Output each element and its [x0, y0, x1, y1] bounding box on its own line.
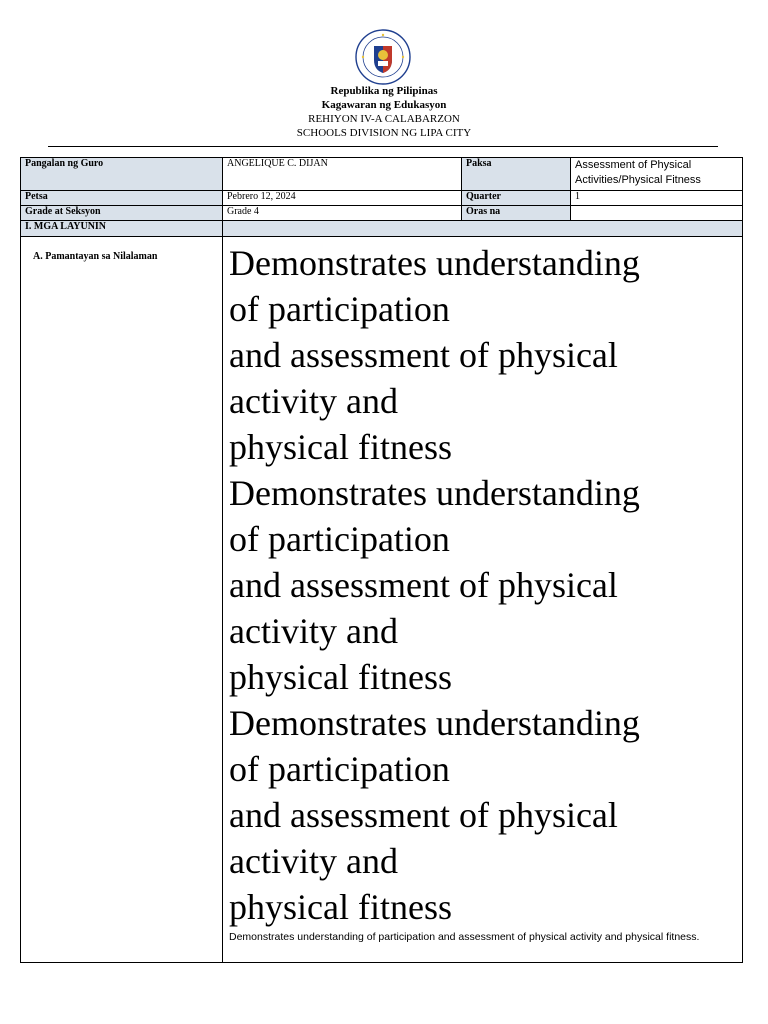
section-title-fill-cell — [222, 220, 743, 237]
subsection-label: A. Pamantayan sa Nilalaman — [33, 251, 158, 262]
quarter-label: Quarter — [466, 191, 501, 202]
time-label-cell — [461, 205, 571, 221]
standard-line: of participation — [229, 749, 450, 789]
topic-value-line1: Assessment of Physical — [575, 159, 692, 171]
standard-line: and assessment of physical — [229, 795, 618, 835]
standard-line: Demonstrates understanding — [229, 473, 640, 513]
content-standard-text — [229, 240, 739, 930]
content-standard-paragraph: Demonstrates understanding of participation and assessment of physical activity and physical fitness. — [229, 931, 700, 943]
date-label-cell — [20, 190, 223, 206]
header-republic: Republika ng Pilipinas — [330, 85, 438, 97]
teacher-value-cell — [222, 157, 462, 191]
grade-value: Grade 4 — [227, 206, 259, 217]
standard-line: physical fitness — [229, 657, 452, 697]
time-label: Oras na — [466, 206, 501, 217]
standard-line: activity and — [229, 841, 398, 881]
section-title-cell — [20, 220, 223, 237]
header-department: Kagawaran ng Edukasyon — [321, 99, 447, 111]
standard-line: activity and — [229, 381, 398, 421]
header-division: SCHOOLS DIVISION NG LIPA CITY — [296, 127, 472, 139]
standard-line: Demonstrates understanding — [229, 243, 640, 283]
topic-value-cell — [570, 157, 743, 191]
standard-line: physical fitness — [229, 887, 452, 927]
standard-line: of participation — [229, 519, 450, 559]
time-value-cell — [570, 205, 743, 221]
topic-value-line2: Activities/Physical Fitness — [575, 174, 701, 186]
grade-label-cell — [20, 205, 223, 221]
standard-line: and assessment of physical — [229, 565, 618, 605]
date-value: Pebrero 12, 2024 — [227, 191, 296, 202]
standard-line: of participation — [229, 289, 450, 329]
section-title: I. MGA LAYUNIN — [25, 221, 107, 232]
grade-label: Grade at Seksyon — [25, 206, 101, 217]
header-divider — [48, 146, 718, 147]
header-region: REHIYON IV-A CALABARZON — [308, 113, 460, 125]
deped-seal-logo — [347, 28, 419, 86]
standard-line: activity and — [229, 611, 398, 651]
topic-label: Paksa — [466, 158, 492, 169]
grade-value-cell — [222, 205, 462, 221]
teacher-value: ANGELIQUE C. DIJAN — [227, 158, 328, 169]
quarter-value-cell — [570, 190, 743, 206]
teacher-label-cell — [20, 157, 223, 191]
topic-label-cell — [461, 157, 571, 191]
teacher-label: Pangalan ng Guro — [25, 158, 104, 169]
quarter-label-cell — [461, 190, 571, 206]
subsection-label-cell — [20, 236, 223, 963]
date-label: Petsa — [25, 191, 48, 202]
standard-line: Demonstrates understanding — [229, 703, 640, 743]
quarter-value: 1 — [575, 191, 580, 202]
date-value-cell — [222, 190, 462, 206]
standard-line: physical fitness — [229, 427, 452, 467]
standard-line: and assessment of physical — [229, 335, 618, 375]
